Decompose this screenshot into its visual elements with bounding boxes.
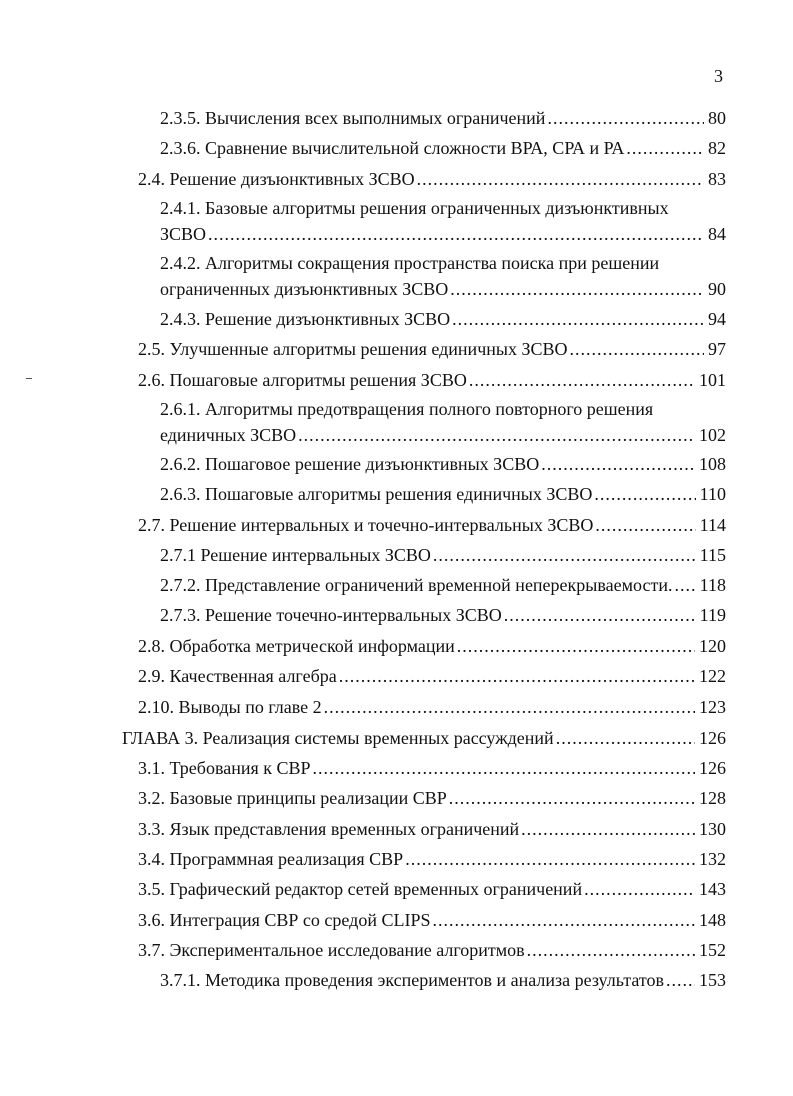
toc-entry-page: 102 — [699, 425, 726, 445]
toc-entry-page: 97 — [708, 339, 726, 359]
toc-entry-label: 2.6.3. Пошаговые алгоритмы решения единичных ЗСВО — [160, 484, 593, 504]
toc-entry-label: 2.8. Обработка метрической информации — [138, 636, 455, 656]
toc-entry-page: 115 — [699, 545, 726, 565]
toc-entry — [138, 166, 726, 192]
toc-entry — [138, 876, 726, 902]
dot-leader — [594, 481, 695, 507]
dot-leader — [298, 422, 695, 448]
toc-entry — [160, 396, 726, 448]
toc-entry-label: 3.5. Графический редактор сетей временных ограничений — [138, 879, 583, 899]
toc-entry-label: ЗСВО — [160, 224, 207, 244]
toc-entry-page: 132 — [699, 849, 726, 869]
toc-entry-label: 2.5. Улучшенные алгоритмы решения единичных ЗСВО — [138, 339, 568, 359]
toc-entry — [160, 306, 726, 332]
dot-leader — [457, 633, 695, 659]
toc-entry — [138, 785, 726, 811]
dot-leader — [313, 755, 695, 781]
toc-entry — [160, 451, 726, 477]
toc-entry — [138, 937, 726, 963]
toc-entry-page: 143 — [699, 879, 726, 899]
toc-entry — [160, 195, 726, 247]
toc-entry-first-line: 2.4.1. Базовые алгоритмы решения ограниченных дизъюнктивных — [160, 198, 669, 218]
dot-leader — [595, 512, 695, 538]
toc-entry — [138, 846, 726, 872]
dot-leader — [208, 221, 704, 247]
toc-entry-label: 3.1. Требования к СВР — [138, 758, 311, 778]
dot-leader — [521, 816, 695, 842]
toc-entry-page: 101 — [699, 370, 726, 390]
toc-entry-label: 2.7.1 Решение интервальных ЗСВО — [160, 545, 431, 565]
toc-entry-page: 114 — [699, 515, 726, 535]
toc-entry-label: 2.7.3. Решение точечно-интервальных ЗСВО — [160, 605, 502, 625]
toc-entry-label: ГЛАВА 3. Реализация системы временных рассуждений — [122, 728, 554, 748]
toc-entry-label: 2.9. Качественная алгебра — [138, 666, 337, 686]
toc-entry-label: ограниченных дизъюнктивных ЗСВО — [160, 279, 449, 299]
toc-entry-page: 84 — [708, 224, 726, 244]
scan-mark — [26, 378, 32, 379]
toc-entry-label: 2.6.2. Пошаговое решение дизъюнктивных ЗСВО — [160, 454, 540, 474]
toc-entry-page: 83 — [708, 169, 726, 189]
dot-leader — [324, 694, 695, 720]
toc-entry-page: 120 — [699, 636, 726, 656]
toc-entry-page: 123 — [699, 697, 726, 717]
dot-leader — [547, 105, 704, 131]
dot-leader — [556, 725, 695, 751]
toc-entry — [138, 755, 726, 781]
toc-entry-page: 108 — [699, 454, 726, 474]
toc-entry — [138, 367, 726, 393]
toc-entry-label: 2.3.6. Сравнение вычислительной сложности ВРА, СРА и РА — [160, 138, 625, 158]
toc-entry — [160, 481, 726, 507]
toc-entry-label: 2.10. Выводы по главе 2 — [138, 697, 322, 717]
toc-entry-page: 94 — [708, 309, 726, 329]
dot-leader — [584, 876, 695, 902]
toc-entry-label: 3.3. Язык представления временных ограничений — [138, 819, 520, 839]
dot-leader — [527, 937, 695, 963]
toc-entry-label: единичных ЗСВО — [160, 425, 297, 445]
toc-entry-label: 3.2. Базовые принципы реализации СВР — [138, 788, 447, 808]
toc-entry-label: 2.3.5. Вычисления всех выполнимых ограничений — [160, 108, 546, 128]
dot-leader — [666, 967, 695, 993]
toc-entry-label: 2.6. Пошаговые алгоритмы решения ЗСВО — [138, 370, 467, 390]
toc-entry — [160, 135, 726, 161]
toc-entry-first-line: 2.4.2. Алгоритмы сокращения пространства поиска при решении — [160, 253, 660, 273]
toc-entry — [138, 633, 726, 659]
toc-entry — [160, 105, 726, 131]
toc-entry-page: 130 — [699, 819, 726, 839]
toc-entry-label: 3.7. Экспериментальное исследование алгоритмов — [138, 940, 525, 960]
toc-entry-page: 110 — [699, 484, 726, 504]
toc-entry-label: 3.6. Интеграция СВР со средой CLIPS — [138, 910, 431, 930]
toc-entry-label: 3.4. Программная реализация СВР — [138, 849, 404, 869]
toc-entry — [160, 542, 726, 568]
toc-entry-page: 122 — [699, 666, 726, 686]
toc-entry-page: 82 — [708, 138, 726, 158]
toc-entry-page: 119 — [699, 605, 726, 625]
dot-leader — [504, 602, 696, 628]
dot-leader — [449, 785, 695, 811]
toc-entry — [160, 572, 726, 598]
toc-entry-page: 152 — [699, 940, 726, 960]
page-number: 3 — [714, 66, 723, 86]
dot-leader — [405, 846, 695, 872]
toc-entry-page: 128 — [699, 788, 726, 808]
toc-entry-page: 126 — [699, 728, 726, 748]
toc-entry — [160, 967, 726, 993]
dot-leader — [432, 907, 695, 933]
toc-entry-label: 2.4. Решение дизъюнктивных ЗСВО — [138, 169, 415, 189]
toc-entry — [138, 663, 726, 689]
toc-entry — [138, 907, 726, 933]
dot-leader — [674, 572, 695, 598]
toc-entry-page: 126 — [699, 758, 726, 778]
dot-leader — [626, 135, 704, 161]
toc-entry-page: 90 — [708, 279, 726, 299]
toc-entry — [138, 694, 726, 720]
toc-entry — [138, 336, 726, 362]
toc-entry-page: 118 — [699, 575, 726, 595]
dot-leader — [450, 276, 704, 302]
dot-leader — [570, 336, 705, 362]
toc-entry-page: 80 — [708, 108, 726, 128]
toc-entry-first-line: 2.6.1. Алгоритмы предотвращения полного повторного решения — [160, 399, 654, 419]
toc-entry — [138, 816, 726, 842]
toc-entry — [138, 512, 726, 538]
dot-leader — [417, 166, 704, 192]
toc-entry-label: 2.7. Решение интервальных и точечно-интервальных ЗСВО — [138, 515, 594, 535]
dot-leader — [541, 451, 695, 477]
toc-entry-label: 3.7.1. Методика проведения экспериментов и анализа результатов — [160, 970, 665, 990]
toc-entry-page: 153 — [699, 970, 726, 990]
toc-entry — [160, 250, 726, 302]
toc-entry-page: 148 — [699, 910, 726, 930]
toc-entry-label: 2.7.2. Представление ограничений временной неперекрываемости. — [160, 575, 673, 595]
toc-entry-label: 2.4.3. Решение дизъюнктивных ЗСВО — [160, 309, 451, 329]
dot-leader — [452, 306, 704, 332]
dot-leader — [339, 663, 695, 689]
dot-leader — [433, 542, 696, 568]
dot-leader — [469, 367, 695, 393]
toc-entry — [160, 602, 726, 628]
toc-entry — [122, 725, 726, 751]
